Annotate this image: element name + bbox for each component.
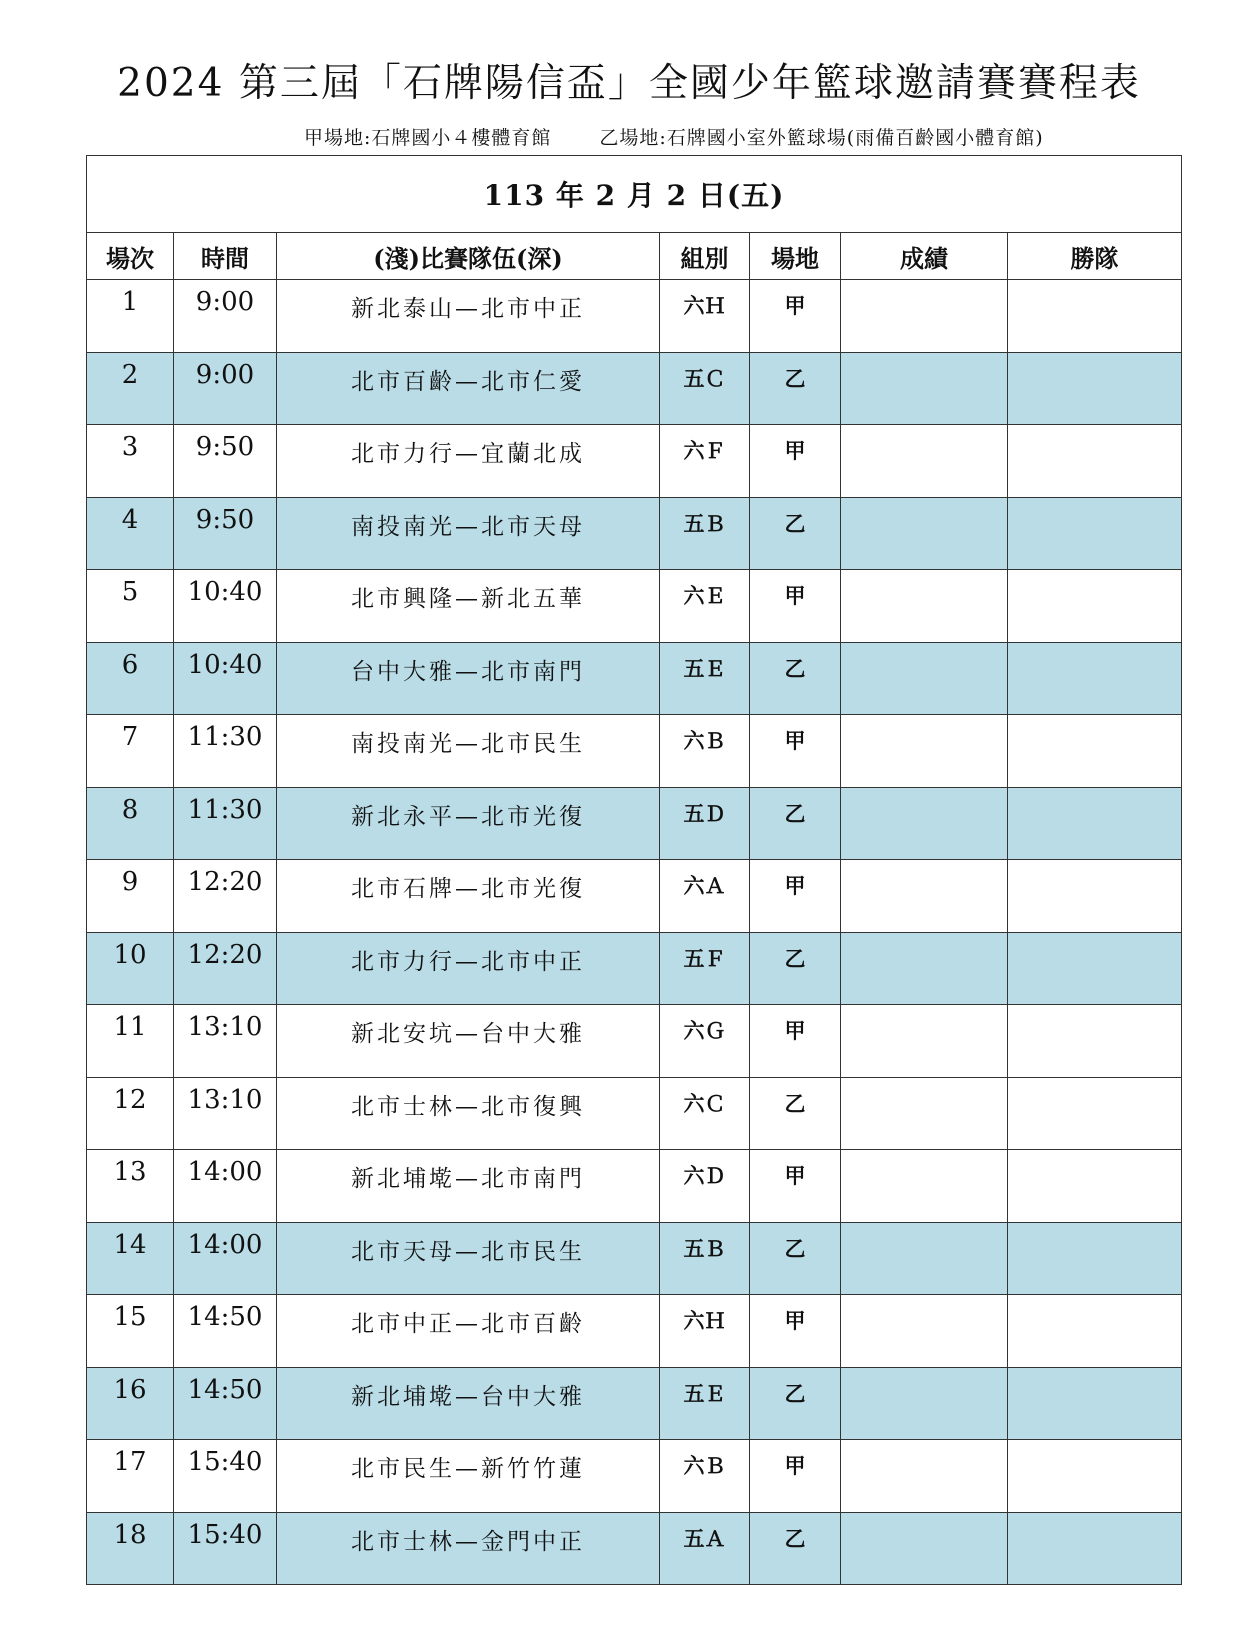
game-winner-cell — [1008, 1367, 1182, 1440]
game-number-cell — [87, 1005, 174, 1078]
game-group-cell — [660, 1367, 750, 1440]
game-number: 18 — [113, 1519, 147, 1550]
game-score — [841, 1368, 1007, 1376]
schedule-date: 113 年 2 月 2 日(五) — [87, 156, 1182, 233]
game-group: 六Ｈ — [683, 1308, 726, 1333]
game-winner — [1008, 1078, 1181, 1086]
game-score-cell — [841, 860, 1008, 933]
game-score-cell — [841, 1150, 1008, 1223]
game-court: 甲 — [784, 1308, 806, 1333]
game-score — [841, 498, 1007, 506]
game-teams: 新北埔墘—北市南門 — [351, 1166, 585, 1192]
game-winner-cell — [1008, 570, 1182, 643]
game-number: 11 — [113, 1012, 147, 1042]
game-court-cell — [750, 1367, 841, 1440]
game-score-cell — [841, 1295, 1008, 1368]
schedule-table — [86, 155, 1182, 1585]
game-winner — [1008, 570, 1181, 578]
game-winner-cell — [1008, 425, 1182, 498]
game-time-cell — [174, 1512, 277, 1585]
game-number-cell — [87, 425, 174, 498]
game-time-cell — [174, 1440, 277, 1513]
game-score-cell — [841, 570, 1008, 643]
game-winner-cell — [1008, 860, 1182, 933]
page-title: 2024 第三屆「石牌陽信盃」全國少年籃球邀請賽賽程表 — [117, 61, 1141, 106]
game-group-cell — [660, 932, 750, 1005]
game-number-cell — [87, 715, 174, 788]
game-time-cell — [174, 1222, 277, 1295]
game-winner — [1008, 1513, 1181, 1521]
game-number: 1 — [121, 287, 139, 317]
game-score-cell — [841, 1222, 1008, 1295]
game-time: 9:00 — [195, 287, 255, 317]
game-number: 14 — [113, 1229, 147, 1260]
game-score — [841, 1295, 1007, 1303]
game-court: 乙 — [784, 655, 806, 681]
game-winner-cell — [1008, 787, 1182, 860]
game-teams-cell — [277, 642, 660, 715]
game-teams-cell — [277, 1150, 660, 1223]
table-row — [87, 715, 1182, 788]
game-time: 12:20 — [187, 867, 263, 897]
game-time: 10:40 — [187, 649, 263, 680]
game-teams: 南投南光—北市天母 — [351, 513, 585, 540]
game-teams-cell — [277, 860, 660, 933]
game-number-cell — [87, 497, 174, 570]
game-number: 2 — [121, 359, 139, 390]
game-number: 5 — [121, 577, 139, 607]
game-court: 甲 — [784, 293, 806, 318]
table-row — [87, 1077, 1182, 1150]
game-group-cell — [660, 1077, 750, 1150]
game-score-cell — [841, 715, 1008, 788]
game-teams-cell — [277, 352, 660, 425]
game-number-cell — [87, 1512, 174, 1585]
game-teams: 北市力行—北市中正 — [351, 948, 585, 975]
game-score-cell — [841, 352, 1008, 425]
header-court: 場地 — [750, 233, 841, 280]
game-winner-cell — [1008, 1222, 1182, 1295]
game-court-cell — [750, 570, 841, 643]
game-group-cell — [660, 1512, 750, 1585]
game-court-cell — [750, 787, 841, 860]
game-teams-cell — [277, 497, 660, 570]
game-winner-cell — [1008, 1005, 1182, 1078]
game-time-cell — [174, 642, 277, 715]
game-score — [841, 1078, 1007, 1086]
game-group-cell — [660, 715, 750, 788]
game-teams: 北市百齡—北市仁愛 — [351, 368, 585, 395]
game-teams-cell — [277, 932, 660, 1005]
game-court-cell — [750, 1295, 841, 1368]
game-teams-cell — [277, 1295, 660, 1368]
game-score-cell — [841, 497, 1008, 570]
game-teams: 北市天母—北市民生 — [351, 1238, 585, 1265]
game-number: 17 — [113, 1447, 147, 1477]
game-group-cell — [660, 642, 750, 715]
game-teams-cell — [277, 1512, 660, 1585]
game-court-cell — [750, 497, 841, 570]
game-teams: 新北泰山—北市中正 — [351, 296, 585, 322]
game-winner-cell — [1008, 1077, 1182, 1150]
table-row — [87, 1512, 1182, 1585]
game-score — [841, 570, 1007, 578]
game-number: 6 — [121, 649, 139, 680]
game-score — [841, 1223, 1007, 1231]
game-number-cell — [87, 570, 174, 643]
game-winner-cell — [1008, 932, 1182, 1005]
game-number-cell — [87, 280, 174, 353]
game-number: 4 — [121, 504, 139, 535]
game-teams-cell — [277, 715, 660, 788]
table-row — [87, 280, 1182, 353]
game-time-cell — [174, 787, 277, 860]
game-score — [841, 643, 1007, 651]
game-time: 12:20 — [187, 939, 263, 970]
venue-b: 乙場地:石牌國小室外籃球場(雨備百齡國小體育館) — [599, 127, 1044, 149]
game-teams-cell — [277, 1440, 660, 1513]
game-group: 五Ｆ — [683, 945, 726, 971]
game-time-cell — [174, 1295, 277, 1368]
game-score-cell — [841, 1077, 1008, 1150]
game-score — [841, 1150, 1007, 1158]
game-group: 五Ａ — [683, 1525, 726, 1551]
game-winner-cell — [1008, 1295, 1182, 1368]
game-time-cell — [174, 497, 277, 570]
game-number: 9 — [121, 867, 139, 897]
game-winner-cell — [1008, 280, 1182, 353]
header-time: 時間 — [174, 233, 277, 280]
game-winner-cell — [1008, 715, 1182, 788]
game-winner — [1008, 1223, 1181, 1231]
game-winner — [1008, 788, 1181, 796]
game-time: 14:50 — [187, 1374, 263, 1405]
game-number-cell — [87, 1077, 174, 1150]
game-score — [841, 860, 1007, 868]
game-number-cell — [87, 787, 174, 860]
game-time-cell — [174, 860, 277, 933]
game-time: 9:00 — [195, 359, 255, 390]
game-group: 五Ｅ — [683, 1380, 726, 1406]
game-group-cell — [660, 787, 750, 860]
game-score-cell — [841, 280, 1008, 353]
game-group: 六Ｈ — [683, 293, 726, 318]
game-teams: 北市民生—新竹竹蓮 — [351, 1456, 585, 1482]
game-score — [841, 1005, 1007, 1013]
game-group: 六Ｄ — [683, 1163, 726, 1188]
game-time-cell — [174, 1005, 277, 1078]
game-group: 五Ｂ — [683, 1235, 726, 1261]
game-teams: 新北安坑—台中大雅 — [351, 1021, 585, 1047]
game-court-cell — [750, 642, 841, 715]
game-time-cell — [174, 1077, 277, 1150]
header-row — [87, 233, 1182, 280]
game-winner — [1008, 1368, 1181, 1376]
game-time-cell — [174, 932, 277, 1005]
game-teams-cell — [277, 570, 660, 643]
game-teams-cell — [277, 787, 660, 860]
table-row — [87, 425, 1182, 498]
game-teams-cell — [277, 1077, 660, 1150]
game-time: 15:40 — [187, 1519, 263, 1550]
game-court: 乙 — [784, 1380, 806, 1406]
game-teams: 北市力行—宜蘭北成 — [351, 441, 585, 467]
game-group-cell — [660, 280, 750, 353]
game-score-cell — [841, 1512, 1008, 1585]
table-row — [87, 352, 1182, 425]
game-group-cell — [660, 352, 750, 425]
game-time-cell — [174, 715, 277, 788]
game-winner-cell — [1008, 352, 1182, 425]
game-group-cell — [660, 1440, 750, 1513]
game-time-cell — [174, 352, 277, 425]
game-winner — [1008, 1295, 1181, 1303]
game-time-cell — [174, 1150, 277, 1223]
header-winner: 勝隊 — [1008, 233, 1182, 280]
game-number-cell — [87, 1295, 174, 1368]
game-teams: 新北埔墘—台中大雅 — [351, 1383, 585, 1410]
game-teams-cell — [277, 1367, 660, 1440]
game-time-cell — [174, 280, 277, 353]
game-number-cell — [87, 352, 174, 425]
game-court: 甲 — [784, 1453, 806, 1478]
game-court: 甲 — [784, 583, 806, 608]
game-time: 10:40 — [187, 577, 263, 607]
game-time: 14:00 — [187, 1229, 263, 1260]
game-court-cell — [750, 1222, 841, 1295]
table-row — [87, 1005, 1182, 1078]
game-group: 五Ｄ — [683, 800, 726, 826]
game-group-cell — [660, 860, 750, 933]
game-group: 六Ｆ — [683, 438, 726, 463]
table-row — [87, 932, 1182, 1005]
venue-a: 甲場地:石牌國小４樓體育館 — [304, 127, 552, 149]
game-winner — [1008, 715, 1181, 723]
game-group: 五Ｅ — [683, 655, 726, 681]
game-winner — [1008, 353, 1181, 361]
game-winner-cell — [1008, 497, 1182, 570]
game-time: 11:30 — [187, 722, 263, 752]
game-group: 六Ｃ — [683, 1090, 726, 1116]
game-group-cell — [660, 1150, 750, 1223]
table-row — [87, 1222, 1182, 1295]
game-court: 乙 — [784, 1090, 806, 1116]
game-score — [841, 1513, 1007, 1521]
game-score — [841, 280, 1007, 288]
game-court-cell — [750, 1512, 841, 1585]
game-score — [841, 425, 1007, 433]
game-number: 3 — [121, 432, 139, 462]
game-time-cell — [174, 570, 277, 643]
game-teams: 北市興隆—新北五華 — [351, 586, 585, 612]
game-time: 9:50 — [195, 432, 255, 462]
game-time-cell — [174, 1367, 277, 1440]
game-time: 13:10 — [187, 1012, 263, 1042]
game-court-cell — [750, 715, 841, 788]
game-winner-cell — [1008, 1512, 1182, 1585]
game-winner — [1008, 1440, 1181, 1448]
game-score-cell — [841, 1440, 1008, 1513]
game-time: 13:10 — [187, 1084, 263, 1115]
game-group-cell — [660, 1005, 750, 1078]
game-number-cell — [87, 1150, 174, 1223]
game-number-cell — [87, 860, 174, 933]
game-time-cell — [174, 425, 277, 498]
game-score — [841, 353, 1007, 361]
table-row — [87, 497, 1182, 570]
game-court: 乙 — [784, 1525, 806, 1551]
game-score-cell — [841, 932, 1008, 1005]
venue-info — [304, 123, 1184, 150]
game-court-cell — [750, 1440, 841, 1513]
game-winner — [1008, 280, 1181, 288]
table-row — [87, 1440, 1182, 1513]
game-number-cell — [87, 932, 174, 1005]
header-teams: (淺)比賽隊伍(深) — [277, 233, 660, 280]
game-score-cell — [841, 1005, 1008, 1078]
game-group: 六Ｇ — [683, 1018, 726, 1043]
game-court-cell — [750, 280, 841, 353]
game-score-cell — [841, 787, 1008, 860]
game-number: 12 — [113, 1084, 147, 1115]
game-time: 14:50 — [187, 1302, 263, 1332]
header-group: 組別 — [660, 233, 750, 280]
game-court-cell — [750, 932, 841, 1005]
game-group-cell — [660, 1222, 750, 1295]
game-score — [841, 1440, 1007, 1448]
game-teams: 北市士林—北市復興 — [351, 1093, 585, 1120]
table-row — [87, 642, 1182, 715]
table-row — [87, 787, 1182, 860]
game-court: 甲 — [784, 1018, 806, 1043]
game-number: 7 — [121, 722, 139, 752]
game-number: 10 — [113, 939, 147, 970]
game-number-cell — [87, 642, 174, 715]
game-score — [841, 715, 1007, 723]
game-score — [841, 788, 1007, 796]
game-teams: 北市石牌—北市光復 — [351, 876, 585, 902]
game-teams-cell — [277, 1005, 660, 1078]
game-court-cell — [750, 425, 841, 498]
game-court-cell — [750, 352, 841, 425]
game-number: 15 — [113, 1302, 147, 1332]
game-court: 乙 — [784, 365, 806, 391]
game-group-cell — [660, 497, 750, 570]
game-winner-cell — [1008, 1150, 1182, 1223]
game-court: 甲 — [784, 438, 806, 463]
game-winner — [1008, 643, 1181, 651]
table-row — [87, 860, 1182, 933]
game-teams: 南投南光—北市民生 — [351, 731, 585, 757]
game-court: 甲 — [784, 1163, 806, 1188]
game-court: 乙 — [784, 800, 806, 826]
game-teams: 北市士林—金門中正 — [351, 1528, 585, 1555]
table-row — [87, 1367, 1182, 1440]
header-score: 成績 — [841, 233, 1008, 280]
game-winner-cell — [1008, 1440, 1182, 1513]
game-court: 乙 — [784, 510, 806, 536]
game-group: 六Ｂ — [683, 728, 726, 753]
game-group: 六Ｅ — [683, 583, 726, 608]
game-score-cell — [841, 1367, 1008, 1440]
game-court-cell — [750, 1005, 841, 1078]
game-teams-cell — [277, 1222, 660, 1295]
game-group-cell — [660, 1295, 750, 1368]
game-group: 五Ｂ — [683, 510, 726, 536]
game-winner — [1008, 498, 1181, 506]
game-number: 16 — [113, 1374, 147, 1405]
game-court: 乙 — [784, 1235, 806, 1261]
game-group: 六Ｂ — [683, 1453, 726, 1478]
game-group-cell — [660, 570, 750, 643]
game-score-cell — [841, 425, 1008, 498]
game-teams-cell — [277, 280, 660, 353]
table-row — [87, 1150, 1182, 1223]
game-time: 9:50 — [195, 504, 255, 535]
table-row — [87, 1295, 1182, 1368]
game-court-cell — [750, 1150, 841, 1223]
game-number-cell — [87, 1367, 174, 1440]
game-time: 15:40 — [187, 1447, 263, 1477]
game-winner — [1008, 860, 1181, 868]
game-court: 乙 — [784, 945, 806, 971]
game-group: 六Ａ — [683, 873, 726, 898]
game-number-cell — [87, 1222, 174, 1295]
game-teams: 台中大雅—北市南門 — [351, 658, 585, 685]
table-row — [87, 570, 1182, 643]
game-number: 13 — [113, 1157, 147, 1187]
game-court: 甲 — [784, 728, 806, 753]
game-group-cell — [660, 425, 750, 498]
game-group: 五Ｃ — [683, 365, 726, 391]
game-time: 14:00 — [187, 1157, 263, 1187]
game-score-cell — [841, 642, 1008, 715]
game-winner — [1008, 1005, 1181, 1013]
game-number-cell — [87, 1440, 174, 1513]
game-court-cell — [750, 860, 841, 933]
game-score — [841, 933, 1007, 941]
game-teams: 新北永平—北市光復 — [351, 803, 585, 830]
game-winner — [1008, 933, 1181, 941]
game-teams: 北市中正—北市百齡 — [351, 1311, 585, 1337]
game-winner — [1008, 1150, 1181, 1158]
header-no: 場次 — [87, 233, 174, 280]
game-teams-cell — [277, 425, 660, 498]
game-court: 甲 — [784, 873, 806, 898]
game-winner — [1008, 425, 1181, 433]
game-winner-cell — [1008, 642, 1182, 715]
game-number: 8 — [121, 794, 139, 825]
game-time: 11:30 — [187, 794, 263, 825]
game-court-cell — [750, 1077, 841, 1150]
